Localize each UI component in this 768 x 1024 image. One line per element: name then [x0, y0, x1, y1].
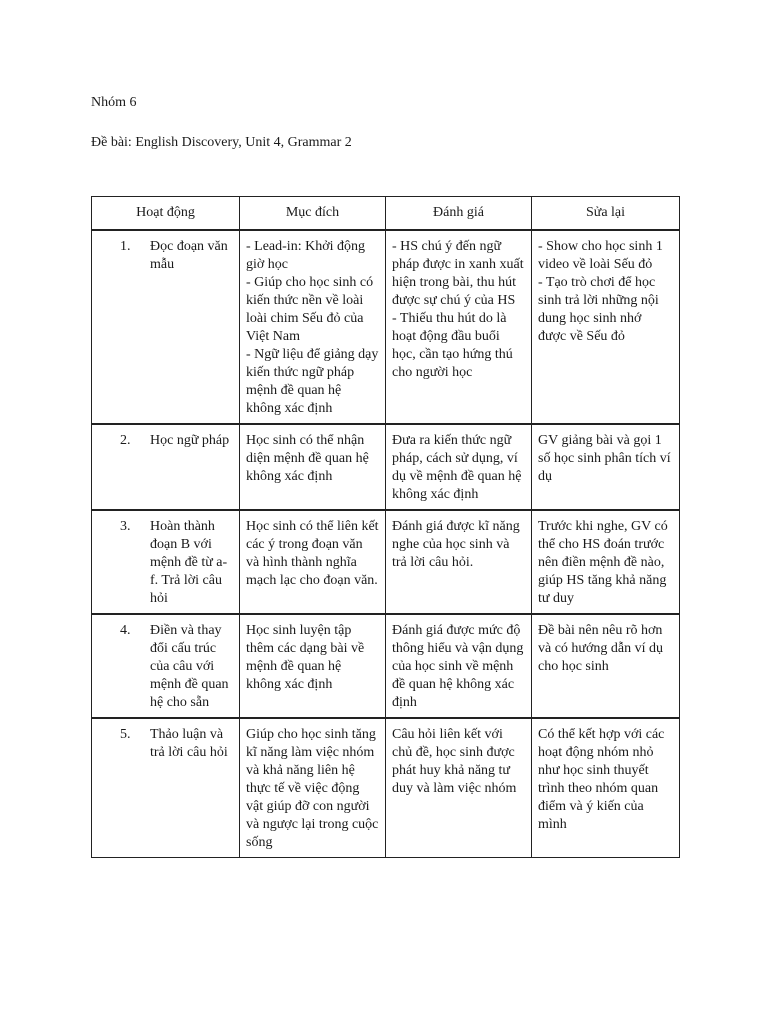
activity-number: 1. [120, 239, 131, 254]
purpose-cell-text: Học sinh luyện tập thêm các dạng bài về mệnh đề quan hệ không xác định [246, 623, 365, 692]
purpose-cell-text: - Giúp cho học sinh có kiến thức nền về loài loài chim Sếu đỏ của Việt Nam [246, 275, 374, 344]
activity-item [98, 432, 233, 450]
activity-number: 2. [120, 433, 131, 448]
activity-name: Đọc đoạn văn mẫu [150, 239, 228, 272]
revision-cell [532, 510, 680, 614]
activity-item [98, 518, 233, 608]
activity-name: Điền và thay đổi cấu trúc của câu với mệnh đề quan hệ cho sẵn [150, 623, 229, 710]
revision-cell [532, 230, 680, 424]
evaluation-cell-text: Đánh giá được mức độ thông hiểu và vận dụng của học sinh về mệnh đề quan hệ không xác định [392, 623, 524, 710]
revision-cell-text: - Show cho học sinh 1 video về loài Sếu đỏ [538, 239, 663, 272]
activity-number: 4. [120, 623, 131, 638]
activity-item [98, 238, 233, 274]
table-body [92, 230, 680, 858]
activity-name: Học ngữ pháp [150, 433, 230, 448]
evaluation-cell-text: - Thiếu thu hút do là hoạt động đầu buổi học, cần tạo hứng thú cho người học [392, 311, 513, 380]
evaluation-cell-text: Đưa ra kiến thức ngữ pháp, cách sử dụng, ví dụ về mệnh đề quan hệ không xác định [392, 433, 522, 502]
purpose-cell [240, 718, 386, 858]
evaluation-cell [386, 510, 532, 614]
evaluation-cell-text: - HS chú ý đến ngữ pháp được in xanh xuất hiện trong bài, thu hút được sự chú ý của HS [392, 239, 524, 308]
activity-name: Thảo luận và trả lời câu hỏi [150, 727, 228, 760]
activity-item [98, 622, 233, 712]
activity-number: 5. [120, 727, 131, 742]
table-row [92, 424, 680, 510]
evaluation-cell-text: Câu hỏi liên kết với chủ đề, học sinh được phát huy khả năng tư duy và làm việc nhóm [392, 727, 517, 796]
activity-name: Hoàn thành đoạn B với mệnh đề từ a-f. Trả lời câu hỏi [150, 519, 228, 606]
header-activity: Hoạt động [92, 197, 240, 231]
activity-cell [92, 510, 240, 614]
purpose-cell-text: Giúp cho học sinh tăng kĩ năng làm việc nhóm và khả năng liên hệ thực tế về việc động vật giúp đỡ con người và ngược lại trong cuộc sống [246, 727, 379, 850]
revision-cell-text: Đề bài nên nêu rõ hơn và có hướng dẫn ví dụ cho học sinh [538, 623, 664, 674]
purpose-cell-text: Học sinh có thể nhận diện mệnh đề quan hệ không xác định [246, 433, 369, 484]
revision-cell-text: Trước khi nghe, GV có thể cho HS đoán trước nên điền mệnh đề nào, giúp HS tăng khả năng tư duy [538, 519, 668, 606]
table-row [92, 510, 680, 614]
evaluation-cell [386, 718, 532, 858]
assignment-title: Đề bài: English Discovery, Unit 4, Grammar 2 [91, 135, 352, 150]
revision-cell [532, 614, 680, 718]
purpose-cell-text: - Lead-in: Khởi động giờ học [246, 239, 365, 272]
table-header-row [92, 197, 680, 231]
evaluation-cell [386, 230, 532, 424]
header-revision: Sửa lại [532, 197, 680, 231]
evaluation-cell [386, 424, 532, 510]
purpose-cell [240, 230, 386, 424]
header-evaluation: Đánh giá [386, 197, 532, 231]
table-row [92, 718, 680, 858]
purpose-cell [240, 424, 386, 510]
header-purpose: Mục đích [240, 197, 386, 231]
table-row [92, 614, 680, 718]
revision-cell [532, 424, 680, 510]
activity-item [98, 726, 233, 762]
revision-cell-text: GV giảng bài và gọi 1 số học sinh phân tích ví dụ [538, 433, 671, 484]
revision-cell-text: - Tạo trò chơi để học sinh trả lời những nội dung học sinh nhớ được về Sếu đỏ [538, 275, 659, 344]
purpose-cell [240, 510, 386, 614]
activity-number: 3. [120, 519, 131, 534]
activity-cell [92, 230, 240, 424]
purpose-cell-text: Học sinh có thể liên kết các ý trong đoạn văn và hình thành nghĩa mạch lạc cho đoạn văn. [246, 519, 379, 588]
revision-cell [532, 718, 680, 858]
activity-cell [92, 718, 240, 858]
purpose-cell [240, 614, 386, 718]
table-row [92, 230, 680, 424]
activity-cell [92, 614, 240, 718]
evaluation-cell [386, 614, 532, 718]
activity-cell [92, 424, 240, 510]
lesson-evaluation-table [91, 196, 680, 858]
purpose-cell-text: - Ngữ liệu để giảng dạy kiến thức ngữ pháp mệnh đề quan hệ không xác định [246, 347, 379, 416]
revision-cell-text: Có thể kết hợp với các hoạt động nhóm nhỏ như học sinh thuyết trình theo nhóm quan điểm và ý kiến của mình [538, 727, 665, 832]
evaluation-cell-text: Đánh giá được kĩ năng nghe của học sinh và trả lời câu hỏi. [392, 519, 520, 570]
group-title: Nhóm 6 [91, 95, 137, 110]
